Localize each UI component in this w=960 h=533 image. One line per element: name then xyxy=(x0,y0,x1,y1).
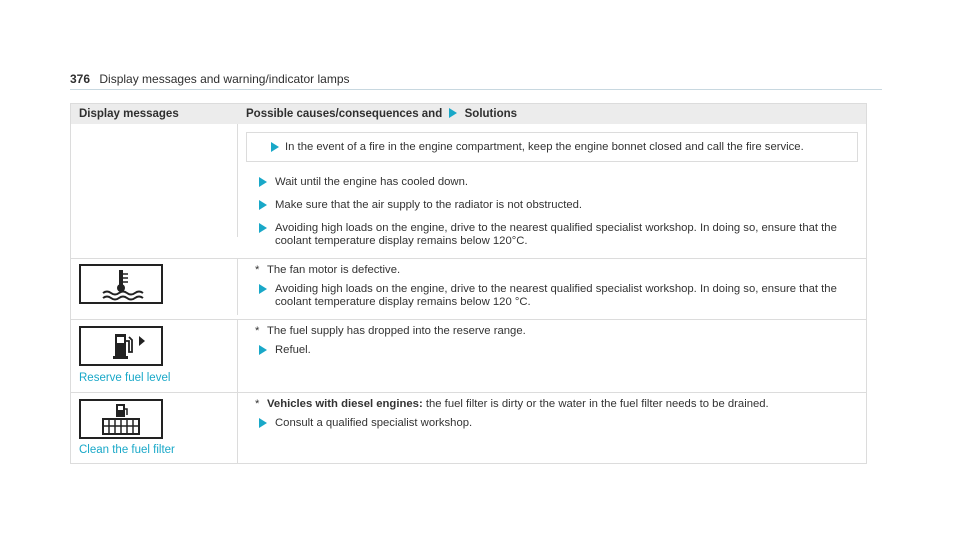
list-item xyxy=(247,222,866,248)
fuel-pump-icon xyxy=(79,326,163,366)
list-item xyxy=(247,283,866,309)
step-text: Make sure that the air supply to the radiator is not obstructed. xyxy=(275,199,583,211)
arrow-icon xyxy=(259,177,267,187)
page-header xyxy=(70,72,350,86)
list-item xyxy=(247,417,866,430)
arrow-icon xyxy=(271,142,279,152)
step-text: Refuel. xyxy=(275,344,311,356)
display-message-cell xyxy=(71,320,238,392)
display-message-cell xyxy=(71,393,238,463)
list-item xyxy=(247,344,866,357)
table-row xyxy=(71,124,866,258)
step-text: Wait until the engine has cooled down. xyxy=(275,176,469,188)
note-text: The fan motor is defective. xyxy=(267,264,401,276)
asterisk: * xyxy=(255,398,260,410)
header-divider xyxy=(70,89,882,90)
page-number: 376 xyxy=(70,72,91,86)
display-messages-table xyxy=(70,103,867,464)
display-message-cell xyxy=(71,124,238,237)
page-section-title: Display messages and warning/indicator lamps xyxy=(99,72,350,86)
table-row xyxy=(71,258,866,319)
arrow-icon xyxy=(259,418,267,428)
table-header xyxy=(71,104,866,124)
step-text: Avoiding high loads on the engine, drive to the nearest qualified specialist workshop. In doing so, ensure that the coolant temperature display remains below 120°C. xyxy=(275,222,837,247)
note-bold-text: Vehicles with diesel engines: xyxy=(267,398,423,410)
fire-warning-box xyxy=(246,132,858,162)
solutions-cell xyxy=(238,320,866,392)
asterisk: * xyxy=(255,325,260,337)
list-item xyxy=(247,176,866,189)
col-causes-header xyxy=(237,104,866,124)
step-text: Avoiding high loads on the engine, drive to the nearest qualified specialist workshop. In doing so, ensure that the coolant temperature display remains below 120 °C. xyxy=(275,283,837,308)
table-row xyxy=(71,319,866,392)
step-text: In the event of a fire in the engine compartment, keep the engine bonnet closed and call the fire service. xyxy=(285,141,804,153)
step-text: Consult a qualified specialist workshop. xyxy=(275,417,473,429)
display-message-cell xyxy=(71,259,238,315)
arrow-icon xyxy=(259,200,267,210)
asterisk: * xyxy=(255,264,260,276)
arrow-icon xyxy=(259,223,267,233)
solutions-cell xyxy=(238,393,866,463)
arrow-icon xyxy=(259,345,267,355)
col-display-messages-header: Display messages xyxy=(79,108,179,120)
arrow-icon xyxy=(259,284,267,294)
fuel-filter-icon xyxy=(79,399,163,439)
clean-fuel-filter-label: Clean the fuel filter xyxy=(79,444,175,456)
list-item xyxy=(247,199,866,212)
cause-note xyxy=(255,325,866,338)
col-solutions-header-text: Solutions xyxy=(464,108,518,120)
cause-note xyxy=(255,398,866,411)
solutions-cell xyxy=(238,259,866,319)
coolant-temperature-icon xyxy=(79,264,163,304)
solutions-cell xyxy=(238,124,866,258)
col-causes-header-text: Possible causes/consequences and xyxy=(246,108,443,120)
list-item xyxy=(257,141,847,154)
note-text: the fuel filter is dirty or the water in the fuel filter needs to be drained. xyxy=(425,398,769,410)
arrow-icon xyxy=(449,108,457,118)
note-text: The fuel supply has dropped into the reserve range. xyxy=(267,325,526,337)
cause-note xyxy=(255,264,866,277)
reserve-fuel-level-label: Reserve fuel level xyxy=(79,372,171,384)
table-row xyxy=(71,392,866,463)
